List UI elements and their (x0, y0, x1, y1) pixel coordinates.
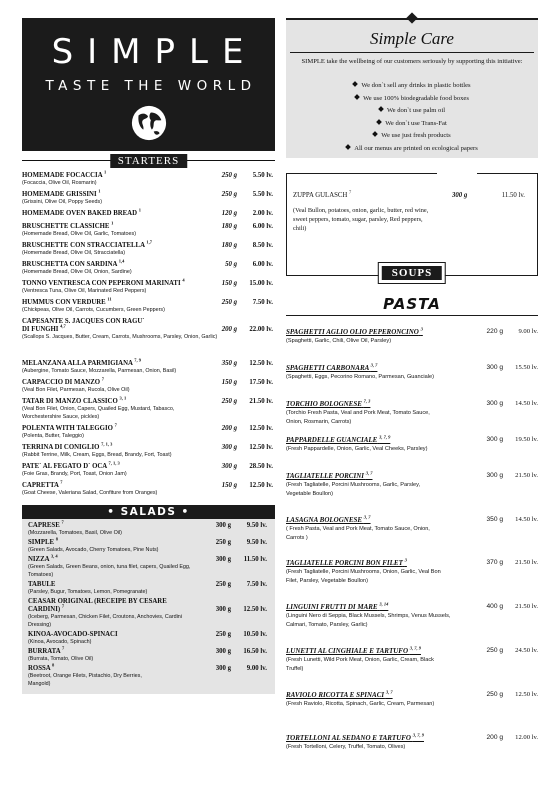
list-item: RAVIOLO RICOTTA E SPINACI $^{3, 7}$ (Fresh Raviolo, Ricotta, Spinach, Garlic, Cream, Parmesan) 250 g 12.50 lv. (286, 689, 538, 707)
list-item: TONNO VENTRESCA CON PEPERONI MARINATI $^4$ (Ventresca Tuna, Olive Oil, Marinated Red Peppers) 150 g 15.00 lv. (22, 277, 273, 294)
diamond-bullet-icon (345, 144, 351, 150)
salads-section (22, 505, 275, 694)
starters-list (22, 169, 275, 501)
list-item: TAGLIATELLE PORCINI $^{3, 7}$ (Fresh Tagliatelle, Porcini Mushrooms, Garlic, Parsley, Vegetable Boullon) 300 g 21.50 lv. (286, 470, 538, 497)
list-item: We use just fresh products (286, 130, 538, 143)
starters-title: STARTERS (110, 154, 187, 168)
logo-block (22, 18, 275, 151)
list-item: TABULE (Parsley, Bugur, Tomatoes, Lemon, Pomegranate) 250 g 7.50 lv. (28, 581, 267, 595)
list-item: TATAR DI MANZO CLASSICO $^{3, 1}$ (Veal Bon Filet, Onion, Capers, Quailed Egg, Mustard, Tabasco, Worchestershire Sauce, pickles) 250 g 21.50 lv. (22, 395, 273, 420)
list-item: BRUSCHETTA CON SARDINA $^{1,4}$ (Homemade Bread, Olive Oil, Onion, Sardine) 50 g 6.00 lv. (22, 258, 273, 275)
soups-title: SOUPS (379, 263, 445, 283)
list-item: SPAGHETTI AGLIO OLIO PEPERONCINO $^3$ (Spaghetti, Garlic, Chili, Olive Oil, Parsley) 220 g 9.00 lv. (286, 326, 538, 344)
list-item: CAPRETTA $^7$ (Goat Cheese, Valeriana Salad, Confiture from Oranges) 150 g 12.50 lv. (22, 479, 273, 496)
logo-tagline: TASTE THE WORLD (45, 78, 257, 94)
list-item: HOMEMADE GRISSINI $^1$ (Grissini, Olive Oil, Poppy Seeds) 250 g 5.50 lv. (22, 188, 273, 205)
list-item: PATE` AL FEGATO D` OCA $^{7, 1, 3}$ (Foie Gras, Brandy, Port, Toast, Onion Jam) 300 g 28.50 lv. (22, 460, 273, 477)
list-item: We don`t use palm oil (286, 105, 538, 118)
right-column (286, 18, 538, 764)
list-item: We don`t sell any drinks in plastic bottles (286, 80, 538, 93)
soup-name: ZUPPA GULASCH $^7$ (293, 189, 352, 199)
diamond-icon (406, 12, 417, 23)
diamond-bullet-icon (378, 107, 384, 113)
care-points (286, 80, 538, 155)
list-item: CAPESANTE S. JACQUES CON RAGU` DI FUNGHI $^{4,7}$ (Scallops S. Jacques, Butter, Cream, Carrots, Mushrooms, Parsley, Onion, Garlic) 200 g 22.00 lv. (22, 318, 273, 340)
list-item: SIMPLE $^8$ (Green Salads, Avocado, Cherry Tomatoes, Pine Nuts) 250 g 9.50 lv. (28, 536, 267, 553)
diamond-bullet-icon (353, 82, 359, 88)
care-intro: SIMPLE take the wellbeing of our customers seriously by supporting this initiative: (301, 58, 523, 65)
list-item: KINOA-AVOCADO-SPINACI (Kinoa, Avocado, Spinach) 250 g 10.50 lv. (28, 631, 267, 645)
list-item: LUNETTI AL CINGHIALE E TARTUFO $^{3, 7, 9}$ (Fresh Lunetti, Wild Pork Meat, Onion, Garlic, Cream, Black Truffel) 250 g 24.50 lv. (286, 645, 538, 672)
list-item: PAPPARDELLE GUANCIALE $^{3, 7, 9}$ (Fresh Pappardelle, Onion, Garlic, Veal Cheeks, Parsley) 300 g 19.50 lv. (286, 434, 538, 452)
list-item: BRUSCHETTE CLASSICHE $^1$ (Homemade Bread, Olive Oil, Garlic, Tomatoes) 180 g 6.00 lv. (22, 220, 273, 237)
list-item: CAPRESE $^7$ (Mozzarella, Tomatoes, Basil, Olive Oil) 300 g 9.50 lv. (28, 519, 267, 536)
list-item: CARPACCIO DI MANZO $^7$ (Veal Bon Filet, Parmesan, Rucola, Olive Oil) 150 g 17.50 lv. (22, 376, 273, 393)
soup-description: (Veal Bullon, potatoes, onion, garlic, butter, red wine, sweet peppers, tomato, sugar, parsley, Red peppers, chili) (293, 207, 429, 232)
soup-price: 11.50 lv. (501, 192, 525, 199)
starters-header (22, 154, 275, 168)
soup-weight: 300 g (452, 192, 468, 199)
list-item: HOMEMADE FOCACCIA $^1$ (Focaccia, Olive Oil, Rosmarin) 250 g 5.50 lv. (22, 169, 273, 186)
list-item: NIZZA $^{3, 4}$ (Green Salads, Green Beans, onion, tuna filet, capers, Quailed Egg, Tomatoes) 300 g 11.50 lv. (28, 553, 267, 578)
diamond-bullet-icon (372, 132, 378, 138)
list-item: ROSSA $^8$ (Beetroot, Orange Filets, Pistachio, Dry Berries, Mangold) 300 g 9.00 lv. (28, 662, 267, 687)
list-item: POLENTA WITH TALEGGIO $^7$ (Polenta, Butter, Taleggio) 200 g 12.50 lv. (22, 422, 273, 439)
diamond-bullet-icon (354, 94, 360, 100)
salads-title: • SALADS • (22, 505, 275, 519)
list-item: LINGUINI FRUTTI DI MARE $^{3, 14}$ (Linguini Nero di Seppia, Black Mussels, Shrimps, Venus Mussels, Calmari, Tomato, Parsley, Garlic) 400 g 21.50 lv. (286, 601, 538, 628)
pasta-list (286, 328, 538, 754)
list-item: TORTELLONI AL SEDANO E TARTUFO $^{3, 7, 9}$ (Fresh Tortelloni, Celery, Truffel, Tomato, Olives) 200 g 12.00 lv. (286, 732, 538, 750)
list-item: BRUSCHETTE CON STRACCIATELLA $^{1,7}$ (Homemade Bread, Olive Oil, Stracciatella) 180 g 8.50 lv. (22, 239, 273, 256)
care-title: Simple Care (370, 29, 454, 48)
logo-name: SIMPLE (51, 32, 258, 72)
list-item: SPAGHETTI CARBONARA $^{3, 7}$ (Spaghetti, Eggs, Pecorino Romano, Parmesan, Guanciale) 300 g 15.50 lv. (286, 362, 538, 380)
diamond-bullet-icon (376, 119, 382, 125)
list-item: All our menus are printed on ecological papers (286, 143, 538, 156)
left-column (22, 18, 275, 694)
globe-icon (130, 104, 168, 142)
list-item: BURRATA $^7$ (Burrata, Tomato, Olive Oil) 300 g 16.50 lv. (28, 645, 267, 662)
list-item: HOMEMADE OVEN BAKED BREAD $^1$ 120 g 2.00 lv. (22, 207, 273, 217)
list-item: TERRINA DI CONIGLIO $^{7, 1, 3}$ (Rabbit Terrine, Milk, Cream, Eggs, Bread, Brandy, Fort, Toast) 300 g 12.50 lv. (22, 441, 273, 458)
simple-care-box (286, 18, 538, 158)
soups-section (286, 173, 538, 279)
list-item: We use 100% biodegradable food boxes (286, 93, 538, 106)
list-item: TORCHIO BOLOGNESE $^{7, 3}$ (Torchio Fresh Pasta, Veal and Pork Meat, Tomato Sauce, Onion, Rosmarin, Carrots) 300 g 14.50 lv. (286, 398, 538, 425)
list-item: TAGLIATELLE PORCINI BON FILET $^3$ (Fresh Tagliatelle, Porcini Mushrooms, Onion, Garlic, Veal Bon Filet, Parsley, Vegetable Boullon) 370 g 21.50 lv. (286, 557, 538, 584)
list-item: LASAGNA BOLOGNESE $^{3, 7}$ ( Fresh Pasta, Veal and Pork Meat, Tomato Sauce, Onion, Carrots ) 350 g 14.50 lv. (286, 514, 538, 541)
list-item: MELANZANA ALLA PARMIGIANA $^{7, 9}$ (Aubergine, Tomato Sauce, Mozzarella, Parmesan, Onion, Basil) 350 g 12.50 lv. (22, 357, 273, 374)
list-item: We don`t use Trans-Fat (286, 118, 538, 131)
list-item: CEASAR ORIGINAL (RECEIPE BY CESARE CARDINI) $^7$ (Iceberg, Parmesan, Chicken Filet, Croutons, Anchovies, Cardini Dressing) 300 g 12.50 lv. (28, 598, 267, 628)
pasta-title: PASTA (383, 295, 441, 313)
list-item: HUMMUS CON VERDURE $^{11}$ (Chickpeas, Olive Oil, Carrots, Cucumbers, Green Peppers) 250 g 7.50 lv. (22, 296, 273, 313)
